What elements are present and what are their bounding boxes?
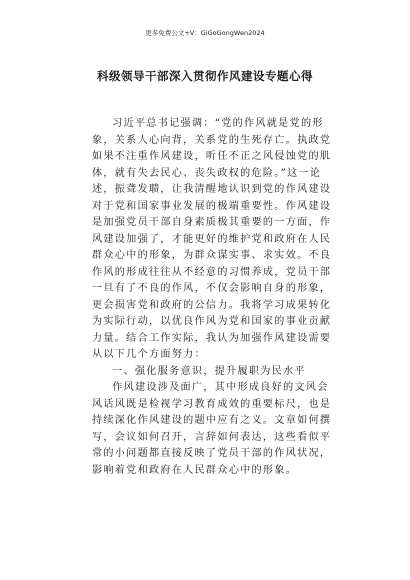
- document-title: 科级领导干部深入贯彻作风建设专题心得: [97, 69, 313, 83]
- watermark-line: 更多免费公文+V：GiGoGongWen2024: [145, 29, 265, 37]
- section-heading-1: 一、强化服务意识，提升履职为民水平: [112, 365, 306, 377]
- body-paragraph-section-1: 作风建设涉及面广，其中形成良好的文风会风话风既是检视学习教育成效的重要标尺，也是持续深化作风建设的题中应有之义。文章如何撰写，会议如何召开，言辞如何表达，这些看似平常的小问题都直接反映了党员干部的作风状况，影响着党和政府在人民群众心中的形象。: [92, 382, 332, 476]
- document-body: [92, 116, 338, 479]
- body-paragraph-intro: 习近平总书记强调：“党的作风就是党的形象，关系人心向背，关系党的生死存亡。执政党如果不注重作风建设，听任不正之风侵蚀党的肌体，就有失去民心、丧失政权的危险。”这一论述，振聋发聩，让我清醒地认识到党的作风建设对于党和国家事业发展的极端重要性。作风建设是加强党员干部自身素质极其重要的一方面，作风建设加强了，才能更好的维护党和政府在人民群众心中的形象，为群众谋实事、求实效。不良作风的形成往往从不经意的习惯养成，党员干部一旦有了不良的作风，不仅会影响自身的形象，更会损害党和政府的公信力。我将学习成果转化为实际行动，以优良作风为党和国家的事业贡献力量。结合工作实际，我认为加强作风建设需要从以下几个方面努力：: [92, 118, 332, 360]
